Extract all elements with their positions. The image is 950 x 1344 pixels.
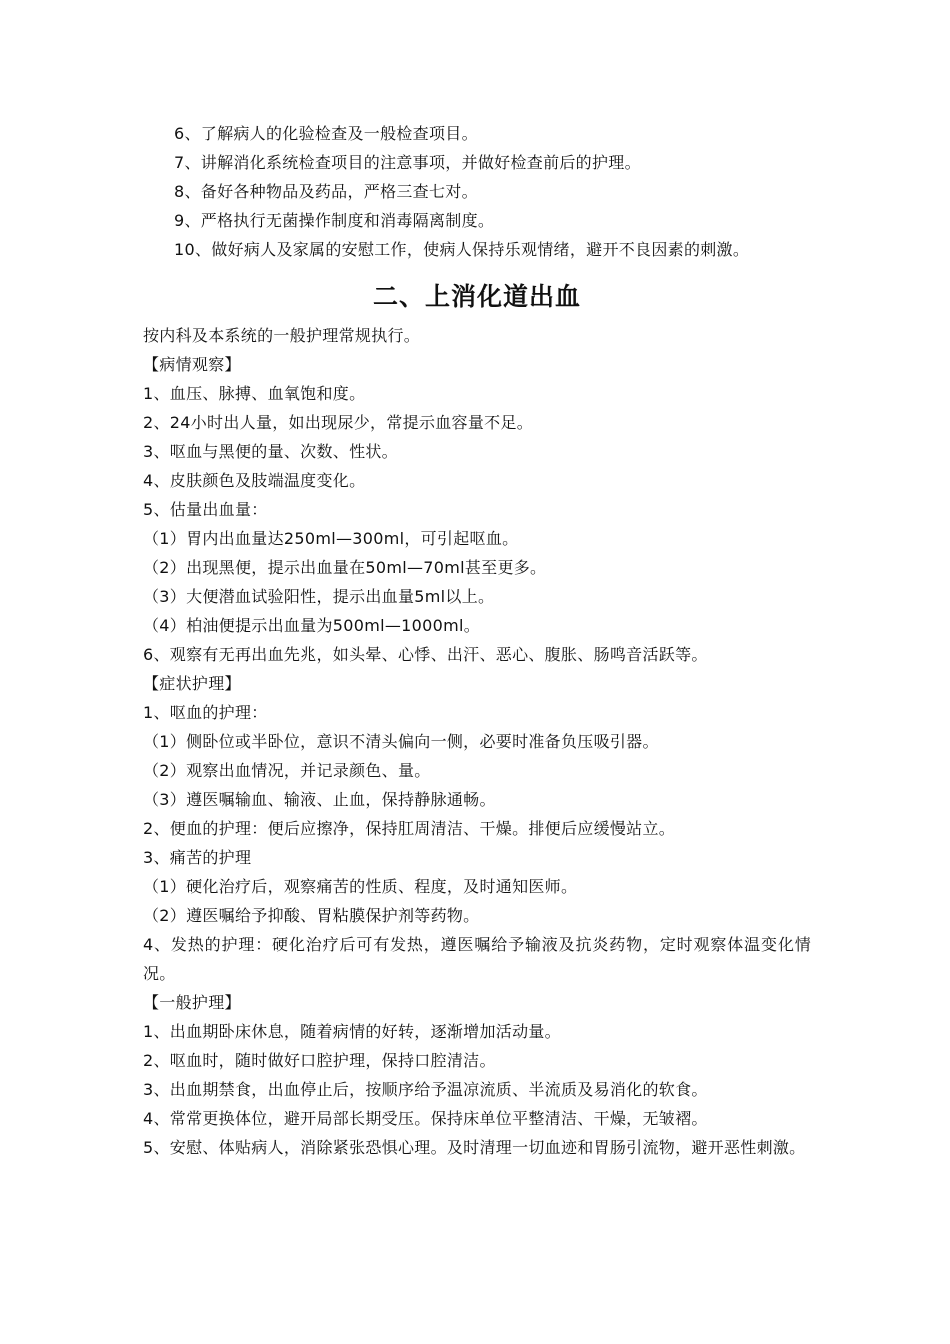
observation-subitem: （3）大便潜血试验阳性，提示出血量5ml以上。 — [143, 587, 495, 606]
general-care-heading: 【一般护理】 — [143, 993, 241, 1012]
symptom-care-subitem: （1）硬化治疗后，观察痛苦的性质、程度，及时通知医师。 — [143, 877, 578, 896]
general-care-item: 3、出血期禁食，出血停止后，按顺序给予温凉流质、半流质及易消化的软食。 — [143, 1080, 708, 1099]
intro-item: 8、备好各种物品及药品，严格三查七对。 — [174, 182, 478, 201]
symptom-care-subitem: （2）遵医嘱给予抑酸、胃粘膜保护剂等药物。 — [143, 906, 480, 925]
symptom-care-item: 3、痛苦的护理 — [143, 848, 252, 867]
general-care-item: 5、安慰、体贴病人，消除紧张恐惧心理。及时清理一切血迹和胃肠引流物，避开恶性刺激。 — [143, 1138, 806, 1157]
observation-item: 6、观察有无再出血先兆，如头晕、心悸、出汗、恶心、腹胀、肠鸣音活跃等。 — [143, 645, 708, 664]
observation-item: 3、呕血与黑便的量、次数、性状。 — [143, 442, 398, 461]
symptom-care-subitem: （1）侧卧位或半卧位，意识不清头偏向一侧，必要时准备负压吸引器。 — [143, 732, 659, 751]
symptom-care-item: 4、发热的护理：硬化治疗后可有发热，遵医嘱给予输液及抗炎药物，定时观察体温变化情况。 — [143, 935, 811, 983]
document-body — [143, 119, 811, 1162]
general-rule: 按内科及本系统的一般护理常规执行。 — [143, 326, 421, 345]
symptom-care-item: 1、呕血的护理： — [143, 703, 268, 722]
observation-subitem: （2）出现黑便，提示出血量在50ml—70ml甚至更多。 — [143, 558, 547, 577]
symptom-care-heading: 【症状护理】 — [143, 674, 241, 693]
observation-subitem: （1）胃内出血量达250ml—300ml，可引起呕血。 — [143, 529, 519, 548]
observation-subitem: （4）柏油便提示出血量为500ml—1000ml。 — [143, 616, 481, 635]
general-care-item: 2、呕血时，随时做好口腔护理，保持口腔清洁。 — [143, 1051, 496, 1070]
observation-item: 2、24小时出人量，如出现尿少，常提示血容量不足。 — [143, 413, 534, 432]
observation-item: 5、估量出血量： — [143, 500, 268, 519]
symptom-care-subitem: （2）观察出血情况，并记录颜色、量。 — [143, 761, 431, 780]
symptom-care-item: 2、便血的护理：便后应擦净，保持肛周清洁、干燥。排便后应缓慢站立。 — [143, 819, 676, 838]
intro-item: 10、做好病人及家属的安慰工作，使病人保持乐观情绪，避开不良因素的刺激。 — [174, 240, 750, 259]
section-title: 二、上消化道出血 — [372, 282, 581, 311]
observation-item: 4、皮肤颜色及肢端温度变化。 — [143, 471, 366, 490]
observation-item: 1、血压、脉搏、血氧饱和度。 — [143, 384, 366, 403]
intro-item: 7、讲解消化系统检查项目的注意事项，并做好检查前后的护理。 — [174, 153, 641, 172]
observation-heading: 【病情观察】 — [143, 355, 241, 374]
intro-item: 6、了解病人的化验检查及一般检查项目。 — [174, 124, 478, 143]
general-care-item: 1、出血期卧床休息，随着病情的好转，逐渐增加活动量。 — [143, 1022, 561, 1041]
symptom-care-subitem: （3）遵医嘱输血、输液、止血，保持静脉通畅。 — [143, 790, 496, 809]
general-care-item: 4、常常更换体位，避开局部长期受压。保持床单位平整清洁、干燥，无皱褶。 — [143, 1109, 708, 1128]
intro-item: 9、严格执行无菌操作制度和消毒隔离制度。 — [174, 211, 495, 230]
